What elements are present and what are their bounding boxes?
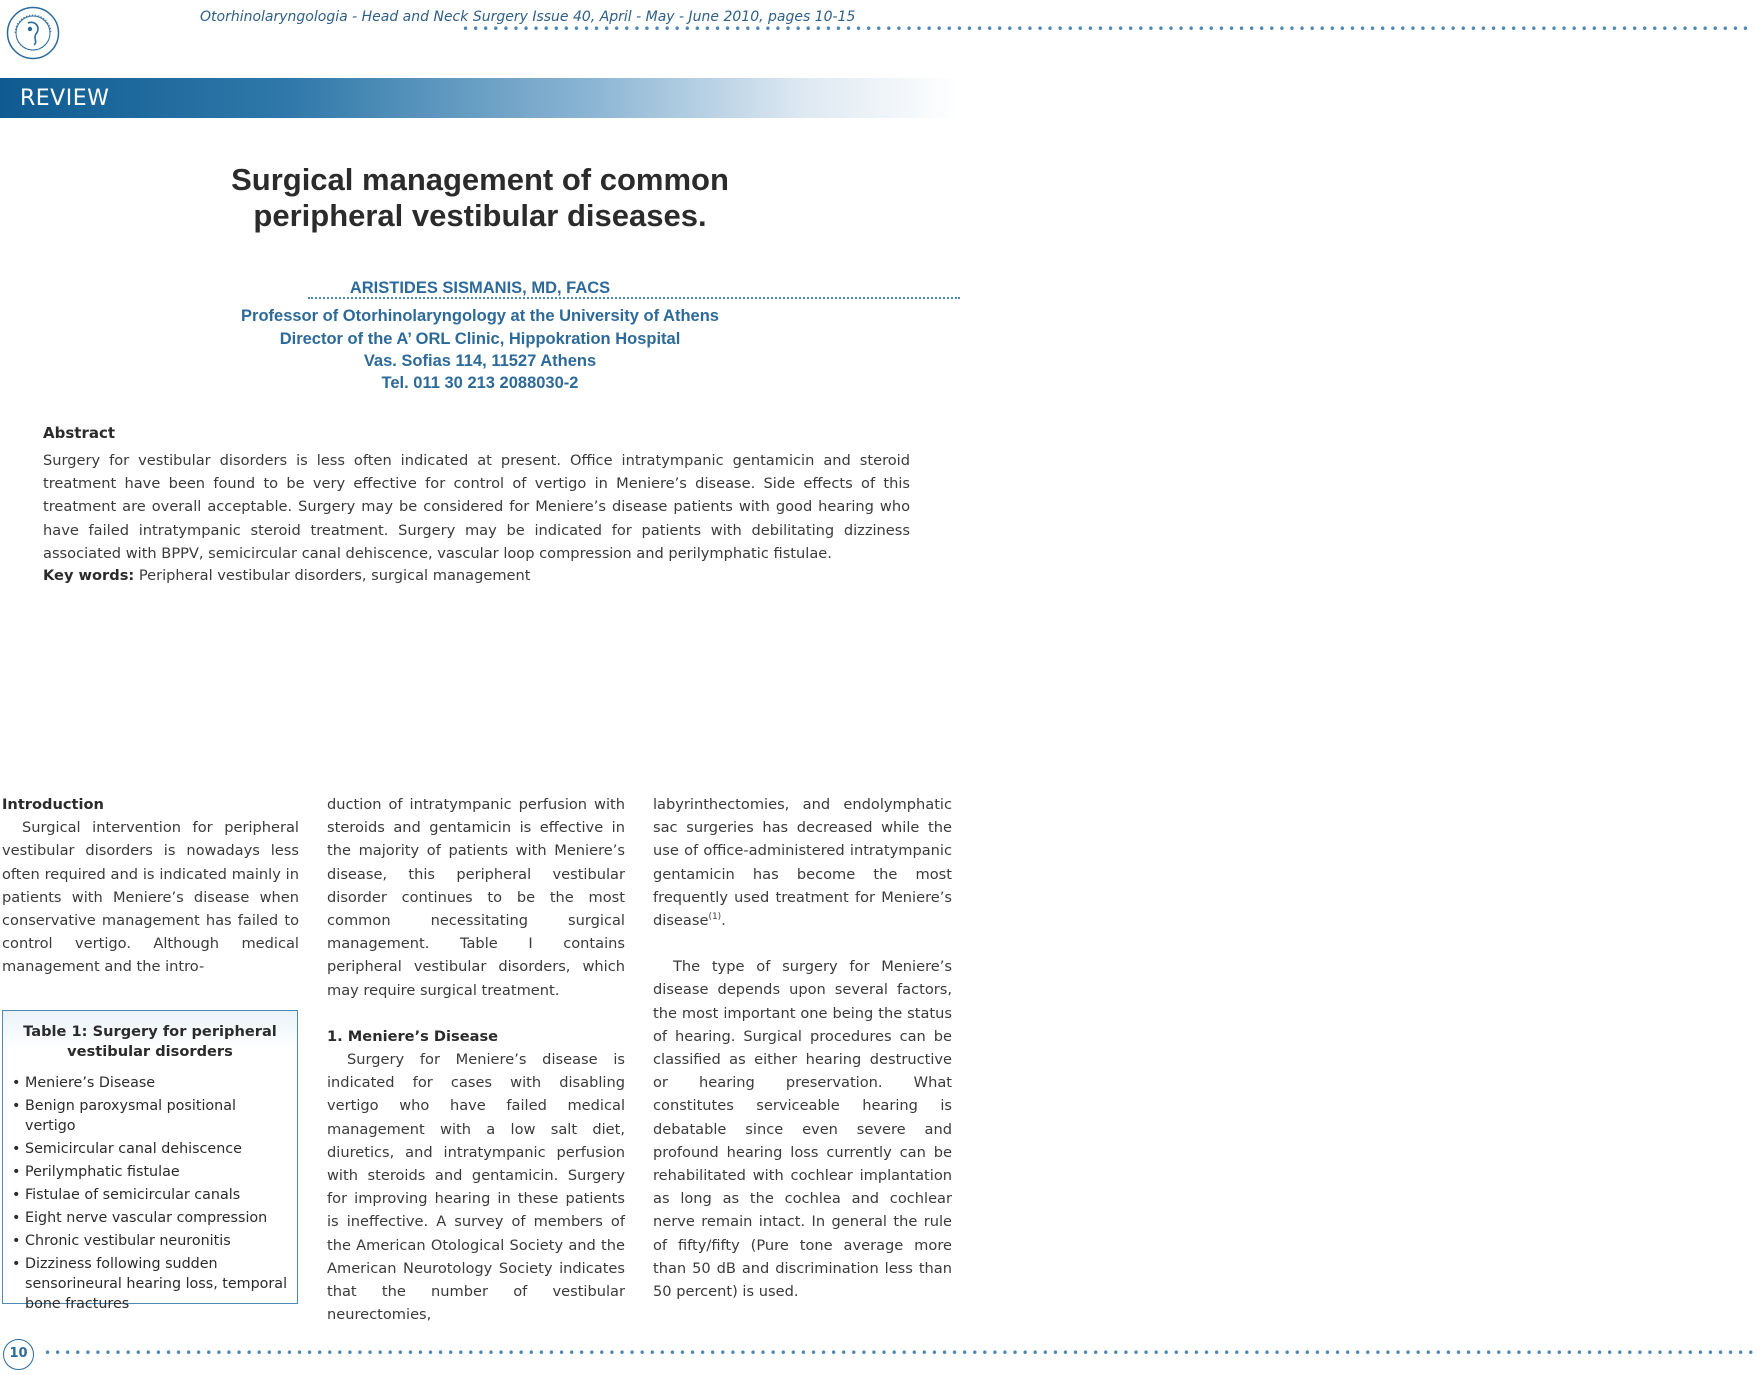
keywords-line	[43, 567, 910, 584]
section-banner	[0, 78, 960, 118]
list-item: • Meniere’s Disease	[25, 1073, 291, 1093]
body-column-3	[653, 793, 952, 1303]
bullet-icon: •	[12, 1075, 21, 1091]
bullet-icon: •	[12, 1232, 21, 1249]
column-2-paragraph-2: Surgery for Meniere’s disease is indicated for cases with disabling vertigo who have failed medical management with a low salt diet, diuretics, and intratympanic perfusion with steroids and gentamicin. Surgery for improving hearing in these patients is ineffective. A survey of members of the American Otological Society and the American Neurotology Society indicates that the number of vestibular neurectomies,	[327, 1051, 625, 1324]
author-address: Vas. Sofias 114, 11527 Athens	[363, 352, 597, 370]
abstract-text: Surgery for vestibular disorders is less often indicated at present. Office intratympanic gentamicin and steroid treatment have been found to be very effective for control of vertigo in Meniere’s disease. Side effects of this treatment are overall acceptable. Surgery may be considered for Meniere’s disease patients with good hearing who have failed intratympanic steroid treatment. Surgery may be indicated for patients with debilitating dizziness associated with BPPV, semicircular canal dehiscence, vascular loop compression and perilymphatic fistulae.	[43, 452, 910, 562]
article-title-line-1: Surgical management of common	[231, 162, 729, 197]
bullet-icon: •	[12, 1209, 21, 1226]
column-3-paragraph-1: labyrinthectomies, and endolymphatic sac surgeries has decreased while the use of office-administered intratympanic gentamicin has become the most frequently used treatment for Meniere’s disease$^{(1)}$.	[653, 796, 952, 930]
column-2-paragraph-1: duction of intratympanic perfusion with steroids and gentamicin is effective in the majority of patients with Meniere’s disease, this peripheral vestibular disorder continues to be the most common necessitating surgical management. Table I contains peripheral vestibular disorders, which may require surgical treatment.	[327, 796, 625, 999]
meniere-disease-heading: 1. Meniere’s Disease	[327, 1027, 499, 1045]
list-item: • Semicircular canal dehiscence	[25, 1139, 291, 1159]
abstract-heading: Abstract	[43, 424, 116, 442]
column-3-paragraph-2: The type of surgery for Meniere’s disease depends upon several factors, the most important one being the status of hearing. Surgical procedures can be classified as either hearing destructive or hearing preservation. What constitutes serviceable hearing is debatable since even severe and profound hearing loss currently can be rehabilitated with cochlear implantation as long as the cochlea and cochlear nerve remain intact. In general the rule of fifty/fifty (Pure tone average more than 50 dB and discrimination less than 50 percent) is used.	[653, 958, 952, 1301]
bullet-icon: •	[12, 1141, 21, 1158]
body-column-1	[2, 793, 299, 979]
bullet-icon: •	[12, 1163, 21, 1180]
list-item: • Chronic vestibular neuronitis	[25, 1231, 291, 1251]
author-affiliation-2: Director of the A’ ORL Clinic, Hippokration Hospital	[279, 330, 681, 348]
body-column-2	[327, 793, 625, 1326]
author-affiliation-1: Professor of Otorhinolaryngology at the University of Athens	[241, 307, 719, 325]
list-item: • Perilymphatic fistulae	[25, 1162, 291, 1182]
bullet-icon: •	[12, 1186, 21, 1203]
journal-seal-logo	[6, 6, 60, 60]
list-item: • Fistulae of semicircular canals	[25, 1185, 291, 1205]
bullet-icon: •	[12, 1097, 21, 1114]
keywords-text: Peripheral vestibular disorders, surgical management	[134, 567, 531, 584]
bullet-icon: •	[12, 1255, 21, 1272]
section-label: REVIEW	[20, 86, 110, 111]
article-title-line-2: peripheral vestibular diseases.	[253, 198, 707, 233]
list-item: • Eight nerve vascular compression	[25, 1208, 291, 1228]
author-telephone: Tel. 011 30 213 2088030-2	[381, 374, 579, 392]
list-item: • Dizziness following sudden sensorineural hearing loss, temporal bone fractures	[12, 1255, 288, 1313]
introduction-heading: Introduction	[2, 796, 104, 813]
author-name: ARISTIDES SISMANIS, MD, FACS	[349, 279, 611, 297]
introduction-paragraph: Surgical intervention for peripheral vestibular disorders is nowadays less often required and is indicated mainly in patients with Meniere’s disease when conservative management has failed to control vertigo. Although medical management and the intro-	[2, 819, 299, 976]
table-1-list	[3, 1073, 291, 1317]
journal-citation: Otorhinolaryngologia - Head and Neck Surgery Issue 40, April - May - June 2010, pages 10-15	[200, 9, 856, 25]
header-dotted-rule: ••••••••••••••••••••••••••••••••••••••••••••••••••••••••••••••••••••••••••••••••••••••••••••••••••••••••••••••••••••••••••••••••	[462, 22, 1752, 36]
table-1-box	[2, 1010, 298, 1313]
keywords-label: Key words:	[43, 567, 135, 584]
table-1-title: Table 1: Surgery for peripheral vestibular disorders	[23, 1023, 277, 1060]
reference-marker: (1)	[708, 912, 722, 923]
footer-dotted-rule: ••••••••••••••••••••••••••••••••••••••••••••••••••••••••••••••••••••••••••••••••••••••••••••••••••••••••••••••••••••••••••••••••••••••••••••••••••••••••••••••••••••••••••	[44, 1346, 1757, 1360]
page-number: 10	[3, 1339, 34, 1370]
list-item: • Benign paroxysmal positional vertigo	[12, 1097, 236, 1135]
